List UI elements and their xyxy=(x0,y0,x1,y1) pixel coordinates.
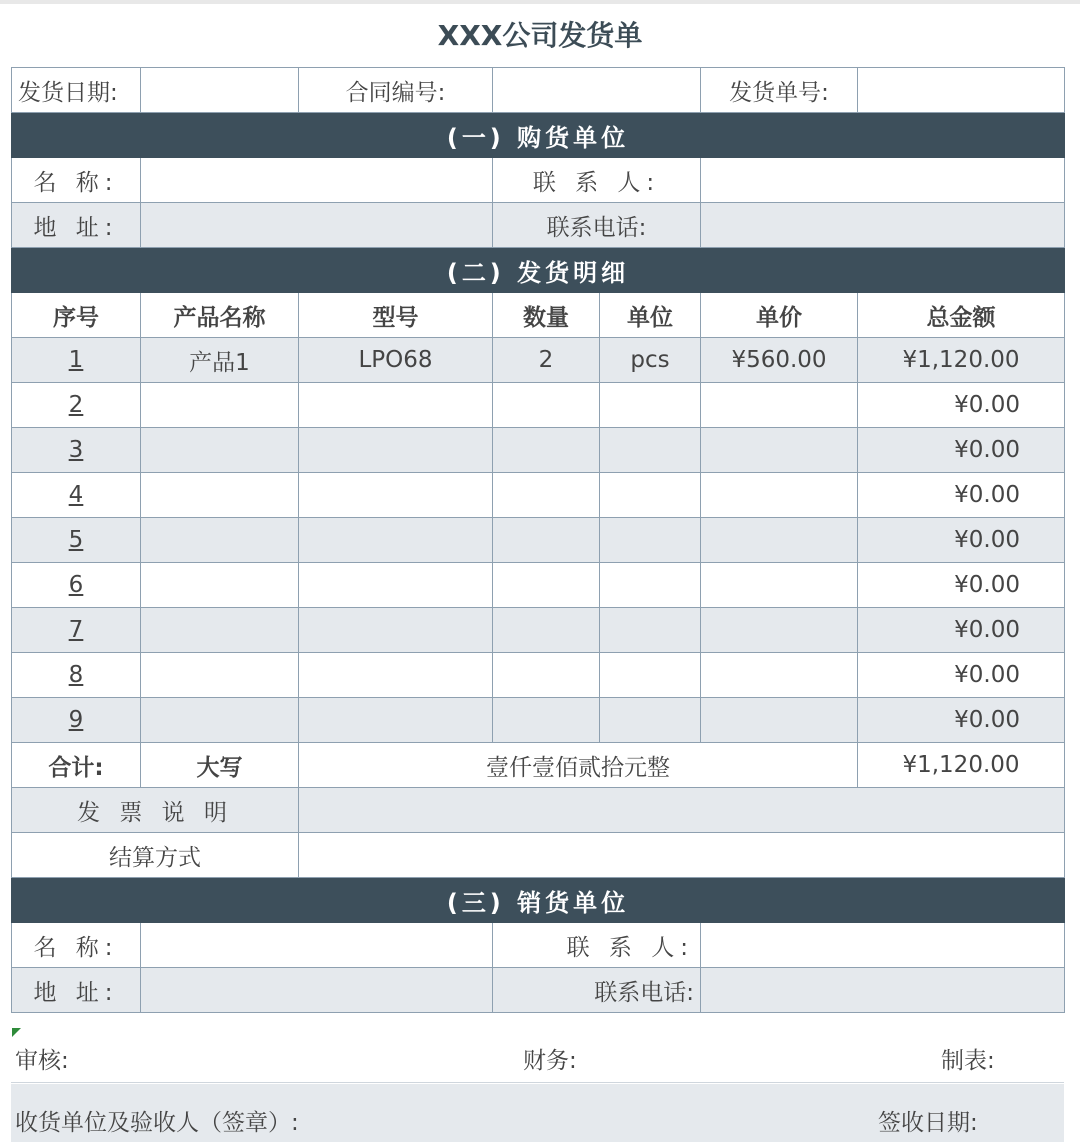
row-no[interactable]: 6 xyxy=(12,563,141,608)
seller-address-field[interactable] xyxy=(141,968,493,1013)
table-row xyxy=(12,653,1065,698)
ship-no-field[interactable] xyxy=(858,68,1065,113)
settlement-row xyxy=(12,833,1065,878)
row-total[interactable]: ¥0.00 xyxy=(858,473,1065,518)
row-model[interactable] xyxy=(299,383,493,428)
row-no[interactable]: 4 xyxy=(12,473,141,518)
row-product-name[interactable] xyxy=(141,473,299,518)
seller-address-label: 地 址: xyxy=(12,968,141,1013)
seller-name-label: 名 称: xyxy=(12,923,141,968)
details-section-title: (二) 发货明细 xyxy=(12,248,1065,293)
row-product-name[interactable] xyxy=(141,653,299,698)
col-header-unit: 单位 xyxy=(600,293,701,338)
row-no[interactable]: 1 xyxy=(12,338,141,383)
row-model[interactable] xyxy=(299,518,493,563)
invoice-field[interactable] xyxy=(299,788,1065,833)
row-unit[interactable] xyxy=(600,428,701,473)
cell-comment-marker xyxy=(12,1028,21,1037)
row-unit-price[interactable] xyxy=(701,473,858,518)
row-quantity[interactable]: 2 xyxy=(493,338,600,383)
row-model[interactable] xyxy=(299,698,493,743)
totals-label: 合计: xyxy=(12,743,141,788)
row-unit[interactable] xyxy=(600,608,701,653)
receiver-signature-label: 收货单位及验收人（签章）: xyxy=(15,1110,299,1136)
settlement-label: 结算方式 xyxy=(12,833,299,878)
row-unit[interactable] xyxy=(600,563,701,608)
row-total[interactable]: ¥0.00 xyxy=(858,428,1065,473)
row-unit-price[interactable]: ¥560.00 xyxy=(701,338,858,383)
row-quantity[interactable] xyxy=(493,383,600,428)
row-model[interactable] xyxy=(299,653,493,698)
row-quantity[interactable] xyxy=(493,428,600,473)
seller-phone-field[interactable] xyxy=(701,968,1065,1013)
table-row xyxy=(12,563,1065,608)
table-row xyxy=(12,383,1065,428)
buyer-name-field[interactable] xyxy=(141,158,493,203)
row-unit-price[interactable] xyxy=(701,518,858,563)
table-row xyxy=(12,698,1065,743)
col-header-total: 总金额 xyxy=(858,293,1065,338)
buyer-phone-label: 联系电话: xyxy=(493,203,701,248)
buyer-address-label: 地 址: xyxy=(12,203,141,248)
row-product-name[interactable] xyxy=(141,698,299,743)
row-quantity[interactable] xyxy=(493,518,600,563)
approval-footer xyxy=(11,1042,1064,1083)
col-header-unit-price: 单价 xyxy=(701,293,858,338)
row-total[interactable]: ¥0.00 xyxy=(858,608,1065,653)
totals-row xyxy=(12,743,1065,788)
col-header-no: 序号 xyxy=(12,293,141,338)
row-no[interactable]: 8 xyxy=(12,653,141,698)
row-product-name[interactable] xyxy=(141,608,299,653)
buyer-contact-label: 联 系 人: xyxy=(493,158,701,203)
row-total[interactable]: ¥1,120.00 xyxy=(858,338,1065,383)
row-total[interactable]: ¥0.00 xyxy=(858,653,1065,698)
row-unit-price[interactable] xyxy=(701,428,858,473)
header-fields-row xyxy=(12,68,1065,113)
buyer-address-field[interactable] xyxy=(141,203,493,248)
sheet-top-border xyxy=(0,0,1080,4)
seller-section-title: (三) 销货单位 xyxy=(12,878,1065,923)
row-unit[interactable] xyxy=(600,653,701,698)
review-label: 审核: xyxy=(15,1048,69,1074)
details-column-headers xyxy=(12,293,1065,338)
row-unit[interactable] xyxy=(600,518,701,563)
prepared-label: 制表: xyxy=(941,1048,995,1074)
row-product-name[interactable] xyxy=(141,428,299,473)
seller-section-header xyxy=(12,878,1065,923)
row-product-name[interactable] xyxy=(141,563,299,608)
row-model[interactable] xyxy=(299,608,493,653)
row-unit[interactable] xyxy=(600,698,701,743)
row-no[interactable]: 3 xyxy=(12,428,141,473)
table-row xyxy=(12,473,1065,518)
row-model[interactable] xyxy=(299,473,493,518)
row-unit[interactable] xyxy=(600,383,701,428)
row-total[interactable]: ¥0.00 xyxy=(858,563,1065,608)
row-product-name[interactable]: 产品1 xyxy=(141,338,299,383)
contract-no-field[interactable] xyxy=(493,68,701,113)
capital-amount[interactable]: 壹仟壹佰贰拾元整 xyxy=(299,743,858,788)
buyer-section-header xyxy=(12,113,1065,158)
row-model[interactable]: LPO68 xyxy=(299,338,493,383)
row-quantity[interactable] xyxy=(493,473,600,518)
row-no[interactable]: 7 xyxy=(12,608,141,653)
delivery-note-table xyxy=(11,67,1065,1013)
receipt-footer xyxy=(11,1084,1064,1142)
row-quantity[interactable] xyxy=(493,563,600,608)
row-total[interactable]: ¥0.00 xyxy=(858,383,1065,428)
row-total[interactable]: ¥0.00 xyxy=(858,698,1065,743)
details-section-header xyxy=(12,248,1065,293)
row-no[interactable]: 9 xyxy=(12,698,141,743)
row-unit-price[interactable] xyxy=(701,653,858,698)
row-product-name[interactable] xyxy=(141,518,299,563)
ship-date-label: 发货日期: xyxy=(12,68,141,113)
row-unit-price[interactable] xyxy=(701,698,858,743)
col-header-quantity: 数量 xyxy=(493,293,600,338)
row-no[interactable]: 5 xyxy=(12,518,141,563)
row-total[interactable]: ¥0.00 xyxy=(858,518,1065,563)
finance-label: 财务: xyxy=(523,1048,577,1074)
buyer-section-title: (一) 购货单位 xyxy=(12,113,1065,158)
seller-contact-label: 联 系 人: xyxy=(493,923,701,968)
table-row xyxy=(12,338,1065,383)
document-title: XXX公司发货单 xyxy=(437,19,643,52)
contract-no-label: 合同编号: xyxy=(299,68,493,113)
invoice-label: 发 票 说 明 xyxy=(12,788,299,833)
row-quantity[interactable] xyxy=(493,608,600,653)
table-row xyxy=(12,518,1065,563)
row-model[interactable] xyxy=(299,563,493,608)
capital-label: 大写 xyxy=(141,743,299,788)
invoice-row xyxy=(12,788,1065,833)
total-amount[interactable]: ¥1,120.00 xyxy=(858,743,1065,788)
row-unit-price[interactable] xyxy=(701,383,858,428)
ship-no-label: 发货单号: xyxy=(701,68,858,113)
buyer-contact-field[interactable] xyxy=(701,158,1065,203)
seller-name-field[interactable] xyxy=(141,923,493,968)
buyer-phone-field[interactable] xyxy=(701,203,1065,248)
col-header-model: 型号 xyxy=(299,293,493,338)
row-unit[interactable]: pcs xyxy=(600,338,701,383)
col-header-product-name: 产品名称 xyxy=(141,293,299,338)
row-quantity[interactable] xyxy=(493,653,600,698)
buyer-address-row xyxy=(12,203,1065,248)
row-unit[interactable] xyxy=(600,473,701,518)
seller-address-row xyxy=(12,968,1065,1013)
row-product-name[interactable] xyxy=(141,383,299,428)
buyer-name-row xyxy=(12,158,1065,203)
ship-date-field[interactable] xyxy=(141,68,299,113)
row-no[interactable]: 2 xyxy=(12,383,141,428)
table-row xyxy=(12,608,1065,653)
table-row xyxy=(12,428,1065,473)
sign-date-label: 签收日期: xyxy=(878,1110,978,1136)
buyer-name-label: 名 称: xyxy=(12,158,141,203)
row-unit-price[interactable] xyxy=(701,608,858,653)
seller-contact-field[interactable] xyxy=(701,923,1065,968)
seller-phone-label: 联系电话: xyxy=(493,968,701,1013)
row-unit-price[interactable] xyxy=(701,563,858,608)
row-quantity[interactable] xyxy=(493,698,600,743)
seller-name-row xyxy=(12,923,1065,968)
row-model[interactable] xyxy=(299,428,493,473)
settlement-field[interactable] xyxy=(299,833,1065,878)
